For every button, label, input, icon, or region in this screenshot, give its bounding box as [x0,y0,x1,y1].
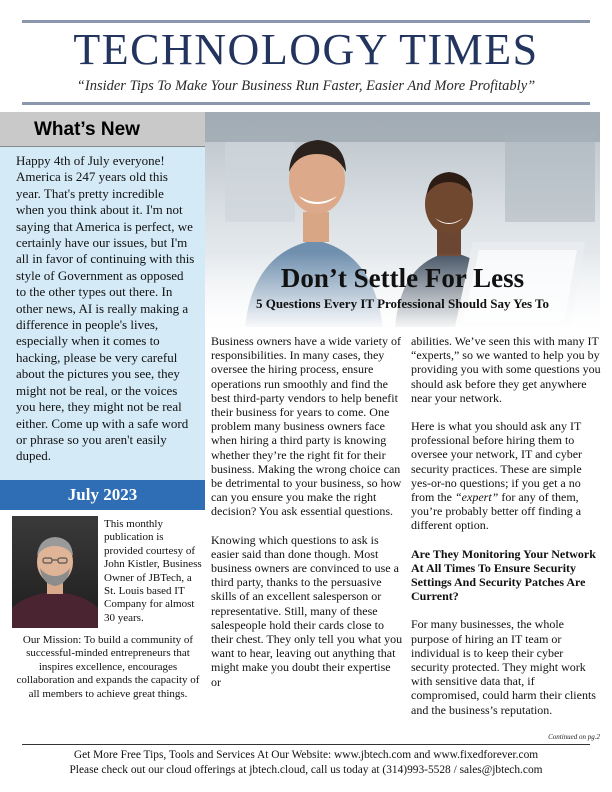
publisher-blurb: This monthly publication is provided courtesy of John Kistler, Business Owner of JBTech, a St. Louis based IT Company for almost 30 years. [104,518,202,624]
article-headline: Don’t Settle For Less [280,263,525,293]
whats-new-heading: What’s New [0,112,205,147]
article-column-left [211,334,403,703]
continued-note: Continued on pg.2 [548,733,600,741]
masthead-tagline: “Insider Tips To Make Your Business Run Faster, Easier And More Profitably” [76,78,536,94]
article-paragraph: For many businesses, the whole purpose of hiring an IT team or individual is to keep their cyber security protected. They might work with sensitive data that, if compromised, could harm their clients and the business’s reputation. [411,617,596,717]
issue-date-banner: July 2023 [0,480,205,510]
article-column-right [411,334,601,731]
emphasized-word: “expert” [455,490,499,505]
footer-rule [22,744,590,745]
whats-new-box [0,147,205,480]
masthead-bottom-rule [22,102,590,105]
whats-new-text: Happy 4th of July everyone! America is 247 years old this year. That's pretty incredible when you think about it. I'm not saying that America is perfect, we certainly have our issues, but I'm all in favor of continuing with this style of Government as opposed to the other types out there. In other news, AI is really making a difference in people's lives, especially when it comes to hacking, please be very careful about the pictures you see, they might not be real, or the voices you here, they might not be real either. Come up with a safe word or phrase so you aren't easily duped. [16,153,195,464]
mission-statement: Our Mission: To build a community of successful-minded entrepreneurs that inspires excellence, encourages collaboration and expands the capacity of all members to achieve great things. [16,634,200,700]
footer-contact-line: Please check out our cloud offerings at jbtech.cloud, call us today at (314)993-5528 / sales@jbtech.com [69,764,543,776]
section-heading: Are They Monitoring Your Network At All Times To Ensure Security Settings And Security Patches Are Current? [411,546,596,604]
article-paragraph: Business owners have a wide variety of responsibilities. In many cases, they oversee the hiring process, ensure operations run smoothly and find the best third-party vendors to help benefit their business for years to come. One problem many business owners face when hiring a third party is knowing whether they’re the right fit for their business. Making the wrong choice can be detrimental to your business, so how can you ensure you make the right decision? You ask essential questions. [211,334,402,519]
article-paragraph: Knowing which questions to ask is easier said than done though. Most business owners are convinced to use a third party, thanks to the persuasive skills of an excellent salesperson or representative. Still, many of these salespeople hold their cards close to their chest. They only tell you what you want to hear, leaving out anything that might make you doubt their expertise or [211,532,403,689]
office-scene-illustration [205,112,600,327]
footer [22,748,590,778]
paragraph-text: for any of them, you’re probably better off finding a different option. [411,490,582,533]
article-paragraph: abilities. We’ve seen this with many IT “experts,” so we wanted to help you by providing you with some questions you should ask before they get anywhere near your network. [411,334,601,405]
publisher-photo [12,516,98,628]
article-paragraph [411,419,601,533]
footer-website-line: Get More Free Tips, Tools and Services At Our Website: www.jbtech.com and www.fixedforever.com [73,749,539,761]
masthead-title: TECHNOLOGY TIMES [73,25,539,74]
hero-image [205,112,600,327]
article-subheadline: 5 Questions Every IT Professional Should Say Yes To [255,296,550,311]
portrait-illustration [12,516,98,628]
masthead-top-rule [22,20,590,23]
paragraph-text: Here is what you should ask any IT professional before hiring them to oversee your network, IT and cyber security practices. These are simple yes-or-no questions; if you get a no from the [411,419,583,505]
